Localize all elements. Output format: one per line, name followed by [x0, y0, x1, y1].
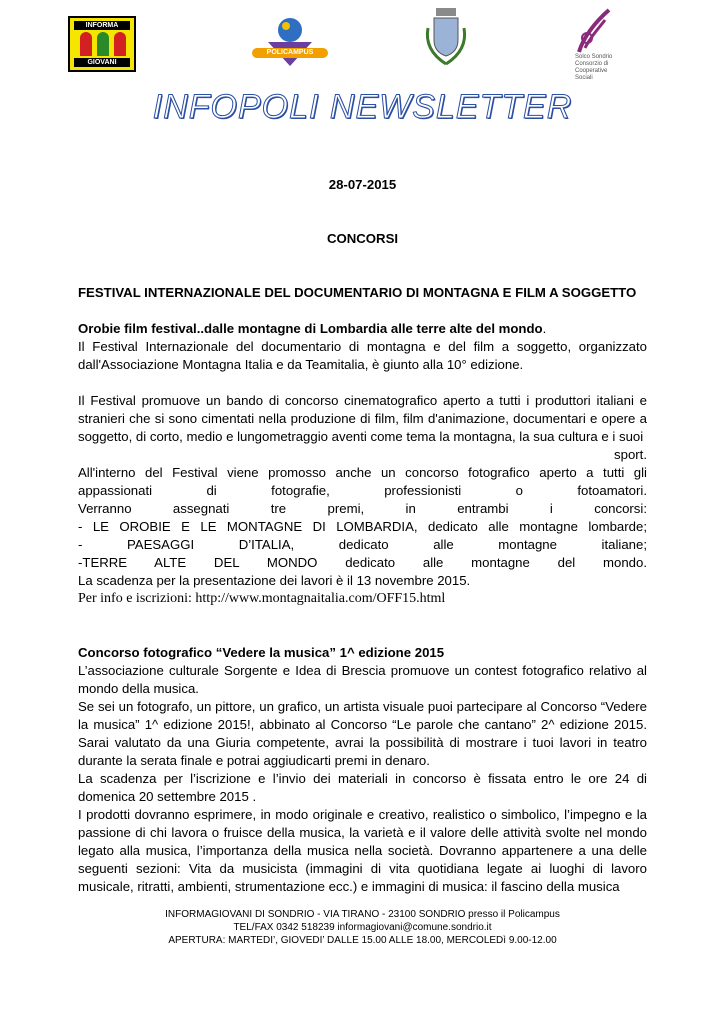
festival-paragraph: Il Festival Internazionale del documentario di montagna e del film a soggetto, organizzato dall'Associazione Montagna Italia e da Teamitalia, è giunto alla 10° edizione.	[78, 339, 647, 372]
festival-paragraph: Verranno assegnati tre premi, in entrambi i concorsi:	[78, 501, 647, 516]
crest-icon	[420, 6, 472, 68]
festival-paragraph: Il Festival promuove un bando di concorso cinematografico aperto a tutti i produttori italiani e stranieri che si sono cimentati nella produzione di film, film d'animazione, documentari e opere a soggetto, di corto, medio e lungometraggio aventi come tema la montagna, la sua cultura e i suoi	[78, 393, 647, 444]
footer-hours: APERTURA: MARTEDI’, GIOVEDI’ DALLE 15.00 ALLE 18.00, MERCOLEDì 9.00-12.00	[168, 935, 557, 946]
giovani-label: GIOVANI	[74, 58, 130, 67]
newsletter-title: INFOPOLI NEWSLETTER	[152, 88, 573, 126]
footer-address: INFORMAGIOVANI DI SONDRIO - VIA TIRANO - 23100 SONDRIO presso il Policampus	[165, 909, 560, 920]
concorso-paragraph: L’associazione culturale Sorgente e Idea di Brescia promuove un contest fotografico relativo al mondo della musica.	[78, 663, 647, 696]
figure-green-icon	[97, 32, 109, 56]
festival-paragraph: All'interno del Festival viene promosso anche un concorso fotografico aperto a tutti gli appassionati di fotografie, professionisti o fotoamatori.	[78, 465, 647, 498]
concorso-heading: Concorso fotografico “Vedere la musica” 1^ edizione 2015	[78, 645, 445, 660]
concorso-paragraph: I prodotti dovranno esprimere, in modo originale e creativo, realistico o simbolico, l’impegno e la passione di chi lavora o fruisce della musica, la varietà e il valore delle attività svolte nel mondo legato alla musica, l’importanza della musica nella società. Dovranno appartenere a una delle seguenti sezioni: Vita da musicista (immagini di vita quotidiana legate ai luoghi di lavoro musicale, ritratti, ambienti, strumentazione ecc.) e immagini di musica: il fascino della musica	[78, 807, 647, 894]
prize-item: - PAESAGGI D’ITALIA, dedicato alle montagne italiane;	[78, 537, 647, 552]
policampus-emblem-icon	[250, 12, 330, 67]
prize-item: - LE OROBIE E LE MONTAGNE DI LOMBARDIA, dedicato alle montagne lombarde;	[78, 519, 647, 534]
comune-crest-logo	[420, 6, 472, 68]
policampus-logo	[250, 12, 330, 67]
figure-red-icon	[114, 32, 126, 56]
footer-contacts: TEL/FAX 0342 518239 informagiovani@comune.sondrio.it	[233, 922, 492, 933]
figure-red-icon	[80, 32, 92, 56]
solco-caption: Solco Sondrio Consorzio di Cooperative Sociali	[575, 54, 613, 81]
newsletter-body	[78, 176, 647, 896]
prize-item: -TERRE ALTE DEL MONDO dedicato alle montagne del mondo.	[78, 555, 647, 570]
festival-paragraph: sport.	[614, 447, 647, 462]
solco-logo	[565, 8, 625, 80]
policampus-label: POLICAMPUS	[266, 49, 314, 56]
logo-bar	[0, 0, 725, 90]
festival-heading: FESTIVAL INTERNAZIONALE DEL DOCUMENTARIO DI MONTAGNA E FILM A SOGGETTO	[78, 285, 637, 300]
concorso-paragraph: La scadenza per l’iscrizione e l’invio dei materiali in concorso è fissata entro le ore 24 di domenica 20 settembre 2015 .	[78, 771, 647, 804]
section-title: CONCORSI	[326, 231, 399, 246]
concorso-paragraph: Se sei un fotografo, un pittore, un grafico, un artista visuale puoi partecipare al Concorso “Vedere la musica” 1^ edizione 2015!, abbinato al Concorso “Le parole che cantano” 2^ edizione 2015. Sarai valutato da una Giuria competente, avrai la possibilità di mostrare i tuoi lavori in teatro durante la serata finale e potrai aggiudicarti premi in denaro.	[78, 699, 647, 768]
festival-info-link[interactable]: Per info e iscrizioni: http://www.montagnaitalia.com/OFF15.html	[78, 591, 446, 606]
page-footer	[0, 908, 725, 947]
issue-date: 28-07-2015	[328, 177, 397, 192]
informa-giovani-logo	[68, 16, 136, 72]
solco-emblem-icon	[565, 8, 625, 54]
festival-deadline: La scadenza per la presentazione dei lavori è il 13 novembre 2015.	[78, 573, 471, 588]
festival-subtitle: Orobie film festival..dalle montagne di Lombardia alle terre alte del mondo.	[78, 321, 547, 336]
informa-label: INFORMA	[74, 21, 130, 30]
